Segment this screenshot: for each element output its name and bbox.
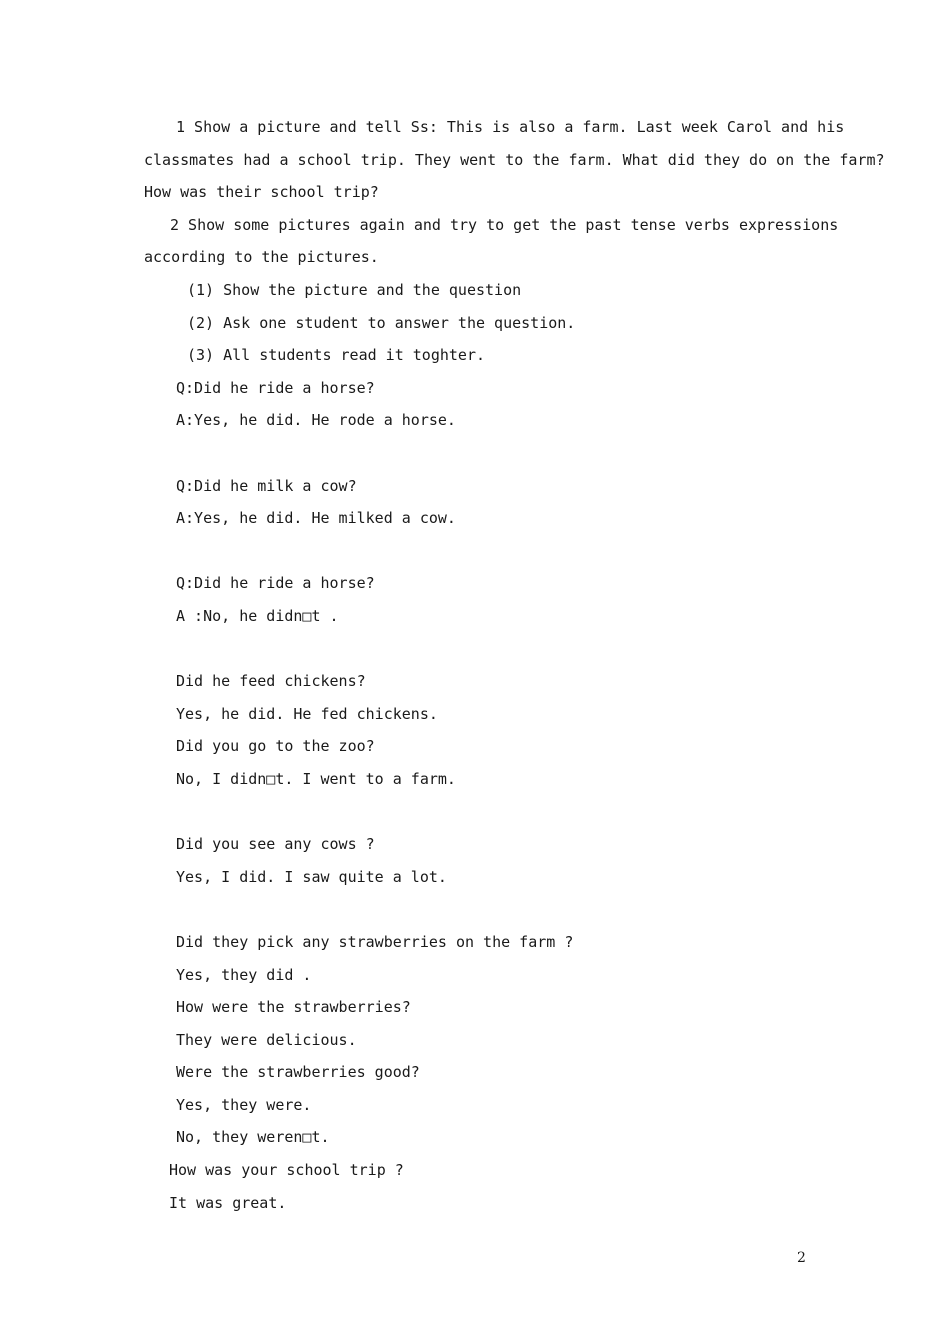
dialogue-line: No, they weren□t. <box>176 1128 330 1146</box>
dialogue-line: A:Yes, he did. He rode a horse. <box>176 411 456 429</box>
dialogue-line: Yes, they did . <box>176 966 312 984</box>
closing-answer: It was great. <box>169 1194 287 1212</box>
paragraph-2-first-line: 2 Show some pictures again and try to get the past tense verbs expressions <box>170 216 839 234</box>
dialogue-line: No, I didn□t. I went to a farm. <box>176 770 456 788</box>
dialogue-line: Did you go to the zoo? <box>176 737 375 755</box>
dialogue-line: Yes, I did. I saw quite a lot. <box>176 868 447 886</box>
dialogue-line: Q:Did he milk a cow? <box>176 477 357 495</box>
dialogue-line: How were the strawberries? <box>176 998 411 1016</box>
paragraph-1-line-2: classmates had a school trip. They went to the farm. What did they do on the farm? <box>144 151 885 169</box>
dialogue-line: Q:Did he ride a horse? <box>176 574 375 592</box>
dialogue-line: Yes, they were. <box>176 1096 312 1114</box>
dialogue-line: Were the strawberries good? <box>176 1063 420 1081</box>
dialogue-line: A :No, he didn□t . <box>176 607 339 625</box>
paragraph-2-line-2: according to the pictures. <box>144 248 379 266</box>
dialogue-line: Did you see any cows ? <box>176 835 375 853</box>
dialogue-line: Q:Did he ride a horse? <box>176 379 375 397</box>
step-3: (3) All students read it toghter. <box>187 346 486 364</box>
dialogue-line: A:Yes, he did. He milked a cow. <box>176 509 456 527</box>
dialogue-line: Did they pick any strawberries on the farm ? <box>176 933 574 951</box>
step-2: (2) Ask one student to answer the question. <box>187 314 576 332</box>
dialogue-line: Yes, he did. He fed chickens. <box>176 705 438 723</box>
closing-question: How was your school trip ? <box>169 1161 404 1179</box>
paragraph-1-line-3: How was their school trip? <box>144 183 379 201</box>
dialogue-line: They were delicious. <box>176 1031 357 1049</box>
step-1: (1) Show the picture and the question <box>187 281 522 299</box>
dialogue-line: Did he feed chickens? <box>176 672 366 690</box>
page-number: 2 <box>797 1250 806 1266</box>
paragraph-1-first-line: 1 Show a picture and tell Ss: This is also a farm. Last week Carol and his <box>176 118 845 136</box>
